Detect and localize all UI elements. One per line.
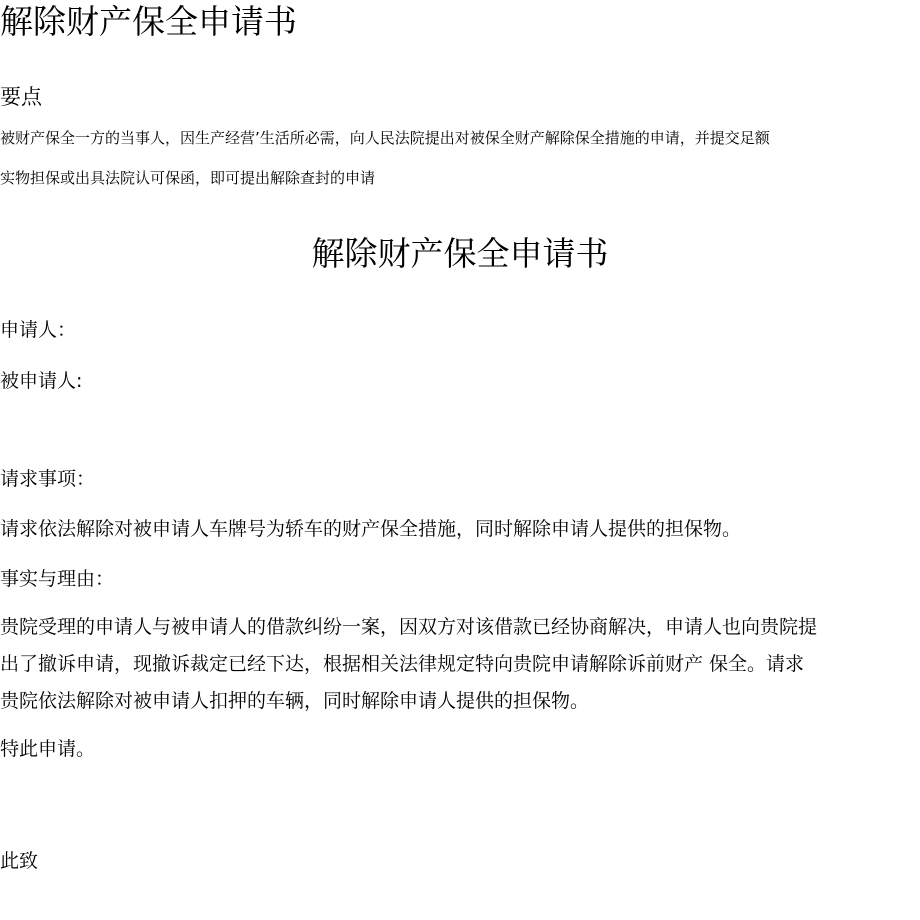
facts-line: 贵院依法解除对被申请人扣押的车辆，同时解除申请人提供的担保物。 <box>0 690 590 712</box>
summary-heading: 要点 <box>0 85 42 109</box>
facts-line: 出了撤诉申请，现撤诉裁定已经下达，根据相关法律规定特向贵院申请解除诉前财产 保全。请求 <box>0 653 805 675</box>
requests-text: 请求依法解除对被申请人车牌号为轿车的财产保全措施，同时解除申请人提供的担保物。 <box>0 518 742 540</box>
requests-heading: 请求事项： <box>0 468 96 490</box>
form-title: 解除财产保全申请书 <box>311 234 609 273</box>
facts-heading: 事实与理由： <box>0 568 115 590</box>
closing-salutation: 此致 <box>0 850 39 872</box>
hereby-statement: 特此申请。 <box>0 738 96 760</box>
facts-line: 贵院受理的申请人与被申请人的借款纠纷一案，因双方对该借款已经协商解决，申请人也向贵院提 <box>0 616 818 638</box>
applicant-label: 申请人： <box>0 319 77 341</box>
respondent-label: 被申请人: <box>0 370 83 392</box>
summary-line: 被财产保全一方的当事人，因生产经营’生活所必需，向人民法院提出对被保全财产解除保全措施的申请，并提交足额 <box>0 129 770 147</box>
document-title: 解除财产保全申请书 <box>0 2 297 41</box>
summary-line: 实物担保或出具法院认可保函，即可提出解除查封的申请 <box>0 169 376 187</box>
